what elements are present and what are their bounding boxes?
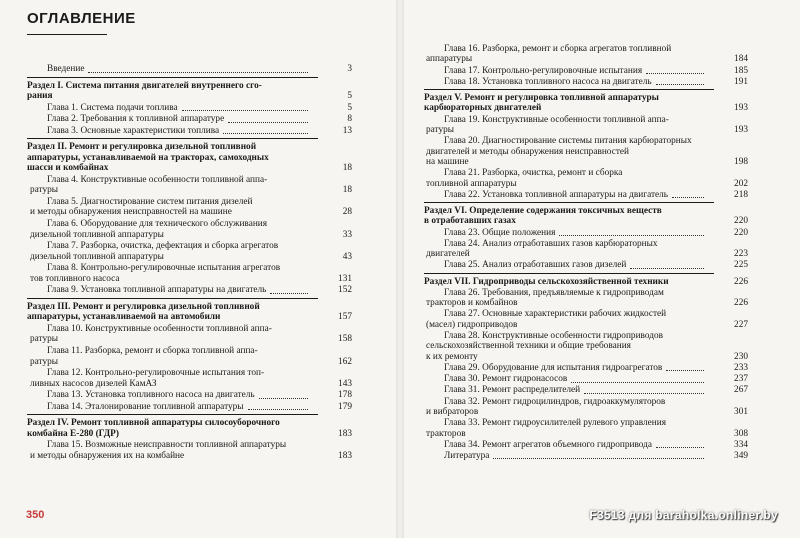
toc-page-number: 152 xyxy=(338,285,352,296)
toc-entry-text: ратуры xyxy=(30,356,59,367)
toc-page-number: 308 xyxy=(734,428,748,439)
toc-page-number: 198 xyxy=(734,156,748,167)
toc-entry xyxy=(0,368,396,389)
toc-page-number: 349 xyxy=(734,451,748,461)
toc-entry xyxy=(404,136,800,167)
leader-dots xyxy=(223,133,308,134)
toc-entry-text: рания xyxy=(27,91,53,102)
toc-page-number: 18 xyxy=(342,163,352,174)
toc-entry-text: Раздел IV. Ремонт топливной аппаратуры силосоуборочного xyxy=(27,418,280,429)
leader-dots xyxy=(559,235,704,236)
toc-entry xyxy=(404,385,800,395)
toc-entry-text: карбюраторных двигателей xyxy=(424,103,542,114)
toc-page-number: 218 xyxy=(734,189,748,200)
toc-entry xyxy=(0,197,396,218)
toc-entry-text: Глава 27. Основные характеристики рабочих жидкостей xyxy=(444,309,667,320)
toc-entry-text: Глава 33. Ремонт гидроусилителей рулевого управления xyxy=(444,418,666,429)
toc-page-number: 162 xyxy=(338,356,352,367)
toc-page-number: 193 xyxy=(734,103,748,114)
toc-page-number: 5 xyxy=(347,102,352,113)
toc-section xyxy=(0,142,396,174)
toc-page-number: 184 xyxy=(734,54,748,65)
toc-section xyxy=(404,277,800,287)
toc-page-number: 191 xyxy=(734,76,748,87)
toc-entry-text: двигателей и методы обнаружения неисправностей xyxy=(426,146,629,157)
toc-entry-text: Глава 2. Требования к топливной аппаратуре xyxy=(47,114,225,125)
toc-entry-text: Глава 30. Ремонт гидронасосов xyxy=(444,374,568,385)
leader-dots xyxy=(493,458,704,459)
title-underline xyxy=(27,34,107,35)
toc-entry xyxy=(404,66,800,76)
toc-section xyxy=(0,418,396,439)
toc-entry-text: Глава 28. Конструктивные особенности гидроприводов xyxy=(444,331,664,341)
leader-dots xyxy=(270,293,308,294)
toc-page-number: 223 xyxy=(734,249,748,260)
toc-entry-text: Глава 14. Эталонирование топливной аппаратуры xyxy=(47,401,244,412)
toc-page-number: 225 xyxy=(734,260,748,271)
section-rule xyxy=(424,89,714,90)
toc-entry-text: дизельной топливной аппаратуры xyxy=(30,251,164,262)
toc-page-number: 334 xyxy=(734,439,748,450)
toc-entry xyxy=(0,219,396,240)
toc-entry-text: Глава 5. Диагностирование систем питания дизелей xyxy=(47,196,253,207)
toc-section xyxy=(404,93,800,114)
toc-entry xyxy=(404,440,800,450)
toc-entry xyxy=(404,397,800,418)
toc-entry xyxy=(404,239,800,260)
toc-entry xyxy=(0,64,396,75)
toc-page-number: 179 xyxy=(338,401,352,412)
toc-entry xyxy=(404,115,800,136)
toc-entry-text: Глава 32. Ремонт гидроцилиндров, гидроаккумуляторов xyxy=(444,396,666,407)
toc-entry-text: на машине xyxy=(426,156,469,167)
leader-dots xyxy=(248,409,308,410)
toc-entry xyxy=(0,440,396,461)
toc-entry-text: Глава 22. Установка топливной аппаратуры на двигатель xyxy=(444,189,669,200)
toc-page-number: 185 xyxy=(734,65,748,76)
toc-entry-text: аппаратуры xyxy=(426,54,473,65)
toc-page-number: 158 xyxy=(338,334,352,345)
toc-entry-text: Литература xyxy=(444,451,490,461)
right-page xyxy=(404,0,800,538)
toc-entry xyxy=(404,288,800,309)
toc-entry-text: Глава 18. Установка топливного насоса на двигатель xyxy=(444,76,652,87)
toc-entry-text: аппаратуры, устанавливаемой на автомобили xyxy=(27,312,221,323)
toc-section xyxy=(0,81,396,102)
toc-entry-text: к их ремонту xyxy=(426,351,478,362)
book-gutter xyxy=(396,0,404,538)
toc-entry-text: топливной аппаратуры xyxy=(426,178,517,189)
toc-entry-text: тракторов xyxy=(426,428,466,439)
toc-entry-text: (масел) гидроприводов xyxy=(426,319,518,330)
toc-page-number: 193 xyxy=(734,124,748,135)
toc-page-number: 220 xyxy=(734,216,748,227)
toc-page-number: 267 xyxy=(734,385,748,396)
page-title: ОГЛАВЛЕНИЕ xyxy=(27,10,136,27)
toc-entry-text: и методы обнаружения их на комбайне xyxy=(30,450,185,461)
toc-entry xyxy=(404,44,800,65)
page-number: 350 xyxy=(26,509,45,521)
toc-entry-text: Раздел V. Ремонт и регулировка топливной аппаратуры xyxy=(424,93,659,103)
leader-dots xyxy=(646,73,704,74)
toc-entry-text: Глава 6. Оборудование для технического обслуживания xyxy=(47,219,268,229)
toc-entry xyxy=(404,309,800,330)
leader-dots xyxy=(259,398,308,399)
toc-entry-text: Глава 25. Анализ отработавших газов дизелей xyxy=(444,260,627,271)
leader-dots xyxy=(584,393,704,394)
toc-entry-text: Глава 3. Основные характеристики топлива xyxy=(47,125,220,136)
toc-entry xyxy=(404,363,800,373)
toc-entry-text: Раздел III. Ремонт и регулировка дизельной топливной xyxy=(27,301,260,312)
toc-entry xyxy=(0,126,396,137)
toc-entry-text: Глава 19. Конструктивные особенности топливной аппа- xyxy=(444,114,669,125)
toc-page-number: 8 xyxy=(347,114,352,125)
toc-entry-text: тракторов и комбайнов xyxy=(426,298,518,309)
toc-entry xyxy=(404,190,800,200)
leader-dots xyxy=(672,197,704,198)
leader-dots xyxy=(228,122,308,123)
toc-entry-text: Раздел VII. Гидроприводы сельскохозяйственной техники xyxy=(424,276,669,287)
section-rule xyxy=(27,77,318,78)
toc-entry xyxy=(0,175,396,196)
toc-entry xyxy=(0,390,396,401)
toc-entry-text: Глава 23. Общие положения xyxy=(444,227,556,238)
toc-page-number: 178 xyxy=(338,390,352,401)
toc-entry-text: Глава 4. Конструктивные особенности топливной аппа- xyxy=(47,174,268,185)
section-rule xyxy=(424,202,714,203)
toc-entry-text: Глава 12. Контрольно-регулировочные испытания топ- xyxy=(47,368,265,379)
toc-entry-text: аппаратуры, устанавливаемой на тракторах, самоходных xyxy=(27,152,269,163)
toc-page-number: 202 xyxy=(734,178,748,189)
toc-entry xyxy=(0,346,396,367)
toc-entry-text: Глава 24. Анализ отработавших газов карбюраторных xyxy=(444,238,658,249)
section-rule xyxy=(27,298,318,299)
toc-page-number: 33 xyxy=(342,229,352,240)
toc-entry xyxy=(0,114,396,125)
toc-page-number: 157 xyxy=(338,312,352,323)
leader-dots xyxy=(656,84,704,85)
toc-entry-text: тов топливного насоса xyxy=(30,273,120,284)
toc-entry-text: Глава 1. Система подачи топлива xyxy=(47,102,178,113)
toc-entry-text: ратуры xyxy=(426,124,455,135)
toc-entry xyxy=(404,374,800,384)
toc-section xyxy=(404,206,800,227)
toc-page-number: 143 xyxy=(338,378,352,389)
leader-dots xyxy=(571,382,704,383)
watermark: F3513 для baraholka.onliner.by xyxy=(589,508,778,522)
toc-page-number: 230 xyxy=(734,351,748,362)
toc-entry xyxy=(0,103,396,114)
toc-entry-text: Глава 16. Разборка, ремонт и сборка агрегатов топливной xyxy=(444,44,672,54)
toc-page-number: 43 xyxy=(342,251,352,262)
toc-entry-text: Раздел I. Система питания двигателей внутреннего сго- xyxy=(27,80,262,91)
toc-entry-text: Глава 31. Ремонт распределителей xyxy=(444,385,581,396)
toc-page-number: 237 xyxy=(734,374,748,385)
toc-entry-text: Глава 29. Оборудование для испытания гидроагрегатов xyxy=(444,363,663,373)
toc-entry-text: Глава 21. Разборка, очистка, ремонт и сборка xyxy=(444,168,623,179)
toc-entry-text: Глава 17. Контрольно-регулировочные испытания xyxy=(444,65,643,76)
toc-section xyxy=(0,302,396,323)
toc-entry-text: и методы обнаружения неисправностей на машине xyxy=(30,207,232,218)
toc-entry-text: Глава 26. Требования, предъявляемые к гидроприводам xyxy=(444,287,664,298)
toc-entry xyxy=(0,241,396,262)
toc-entry xyxy=(0,263,396,284)
toc-entry-text: шасси и комбайнах xyxy=(27,163,109,174)
toc-entry-text: Глава 15. Возможные неисправности топливной аппаратуры xyxy=(47,440,287,451)
toc-entry-text: ратуры xyxy=(30,185,59,196)
toc-entry-text: Глава 20. Диагностирование системы питания карбюраторных xyxy=(444,136,692,147)
toc-entry-text: комбайна Е-280 (ГДР) xyxy=(27,428,119,439)
toc-entry xyxy=(404,77,800,87)
toc-page-number: 5 xyxy=(347,91,352,102)
section-rule xyxy=(424,273,714,274)
toc-entry-text: ратуры xyxy=(30,334,59,345)
toc-page-number: 233 xyxy=(734,363,748,373)
section-rule xyxy=(27,138,318,139)
toc-page-number: 226 xyxy=(734,276,748,287)
toc-page-number: 28 xyxy=(342,207,352,218)
toc-page-number: 18 xyxy=(342,185,352,196)
toc-entry-text: Глава 13. Установка топливного насоса на двигатель xyxy=(47,390,255,401)
toc-page-number: 227 xyxy=(734,319,748,330)
toc-entry-text: двигателей xyxy=(426,249,470,260)
toc-page-number: 183 xyxy=(338,428,352,439)
toc-entry-text: Глава 9. Установка топливной аппаратуры на двигатель xyxy=(47,285,267,296)
section-rule xyxy=(27,414,318,415)
toc-entry xyxy=(404,168,800,189)
toc-entry xyxy=(404,260,800,270)
left-page xyxy=(0,0,396,538)
toc-entry-text: дизельной топливной аппаратуры xyxy=(30,229,164,240)
toc-page-number: 3 xyxy=(347,64,352,74)
toc-page-number: 301 xyxy=(734,406,748,417)
leader-dots xyxy=(630,268,704,269)
toc-entry xyxy=(0,402,396,413)
toc-entry-text: Раздел II. Ремонт и регулировка дизельной топливной xyxy=(27,142,257,153)
toc-entry xyxy=(404,331,800,362)
toc-entry-text: Глава 11. Разборка, ремонт и сборка топливной аппа- xyxy=(47,346,258,356)
toc-entry-text: Глава 34. Ремонт агрегатов объемного гидропривода xyxy=(444,439,653,450)
toc-entry-text: сельскохозяйственной техники и общие требования xyxy=(426,341,631,352)
leader-dots xyxy=(88,72,308,73)
toc-entry-text: и вибраторов xyxy=(426,406,479,417)
toc-entry-text: Введение xyxy=(47,64,85,74)
toc-entry xyxy=(404,418,800,439)
toc-entry xyxy=(404,228,800,238)
toc-entry-text: в отработавших газах xyxy=(424,216,516,227)
toc-entry xyxy=(0,324,396,345)
toc-page-number: 131 xyxy=(338,273,352,284)
toc-page-number: 13 xyxy=(342,125,352,136)
toc-entry-text: ливных насосов дизелей КамАЗ xyxy=(30,378,157,389)
leader-dots xyxy=(666,370,704,371)
toc-entry-text: Глава 7. Разборка, очистка, дефектация и сборка агрегатов xyxy=(47,241,279,252)
toc-entry-text: Глава 10. Конструктивные особенности топливной аппа- xyxy=(47,323,272,334)
toc-page-number: 220 xyxy=(734,227,748,238)
toc-page-number: 183 xyxy=(338,450,352,461)
leader-dots xyxy=(656,447,704,448)
toc-page-number: 226 xyxy=(734,298,748,309)
toc-entry xyxy=(404,451,800,461)
toc-entry-text: Глава 8. Контрольно-регулировочные испытания агрегатов xyxy=(47,263,281,274)
toc-entry-text: Раздел VI. Определение содержания токсичных веществ xyxy=(424,206,662,216)
leader-dots xyxy=(182,110,308,111)
toc-entry xyxy=(0,285,396,296)
